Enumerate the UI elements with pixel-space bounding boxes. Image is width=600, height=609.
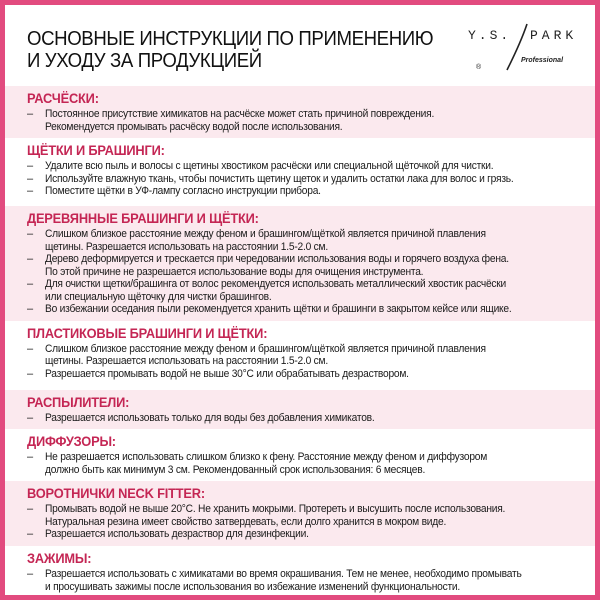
bullet-dash: – [27,278,33,290]
list-item-text: По этой причине не разрешается использование воды для очищения инструмента. [45,265,424,278]
list-item [27,228,595,253]
list-item-text: Разрешается использовать только для воды без добавления химикатов. [45,411,375,424]
bullet-dash: – [27,528,33,540]
list-item-text: Разрешается использовать с химикатами во время окрашивания. Тем не менее, необходимо промывать [45,568,522,580]
list-item [27,160,595,173]
section-title: ДЕРЕВЯННЫЕ БРАШИНГИ И ЩЁТКИ: [27,211,259,226]
list-item [27,278,595,303]
bullet-dash: – [27,451,33,463]
list-item-text: Используйте влажную ткань, чтобы почистить щетину щеток и удалить остатки лака для волос и грязь. [45,172,514,185]
title-line: И УХОДУ ЗА ПРОДУКЦИЕЙ [27,50,262,72]
list-item-text: щетины. Разрешается использовать на расстоянии 1.5-2.0 см. [45,355,328,367]
section [5,321,595,390]
list-item-text: Разрешается использовать дезраствор для дезинфекции. [45,528,309,540]
list-item [27,451,595,476]
list-item-text: Промывать водой не выше 20°С. Не хранить мокрыми. Протереть и высушить после использования. [45,503,506,515]
section-title: РАСЧЁСКИ: [27,91,99,106]
section-title: ВОРОТНИЧКИ NECK FITTER: [27,486,205,501]
logo-text: PARK [530,28,578,43]
list-item [27,173,595,186]
list-item-text: Дерево деформируется и трескается при чередовании использования воды и горячего воздуха фена. [45,253,509,265]
list-item [27,185,595,198]
section-title: ДИФФУЗОРЫ: [27,434,116,449]
list-item-text: должно быть как минимум 3 см. Рекомендованный срок использования: 6 месяцев. [45,463,426,476]
brand-logo [468,22,578,72]
list-item-text: Слишком близкое расстояние между феном и брашингом/щёткой является причиной плавления [45,228,486,240]
logo-text: Y.S. [468,28,512,43]
bullet-dash: – [27,342,33,355]
list-item [27,412,595,425]
section-title: ПЛАСТИКОВЫЕ БРАШИНГИ И ЩЁТКИ: [27,325,268,341]
list-item [27,503,595,528]
bullet-dash: – [27,228,33,240]
section-title: ЗАЖИМЫ: [27,551,92,566]
list-item [27,253,595,278]
list-item-text: Для очистки щетки/брашинга от волос рекомендуется использовать металлический хвостик расчёски [45,278,507,290]
section [5,429,595,481]
list-item-text: Удалите всю пыль и волосы с щетины хвостиком расчёски или специальной щёточкой для чистки. [45,160,494,172]
section [5,206,595,321]
list-item [27,528,595,541]
list-item-text: Рекомендуется промывать расчёску водой после использования. [45,120,343,133]
bullet-dash: – [27,568,33,580]
list-item-text: Слишком близкое расстояние между феном и брашингом/щёткой является причиной плавления [45,342,486,355]
bullet-dash: – [27,108,33,120]
bullet-dash: – [27,172,33,185]
section-title: ЩЁТКИ И БРАШИНГИ: [27,143,165,158]
title-line: ОСНОВНЫЕ ИНСТРУКЦИИ ПО ПРИМЕНЕНИЮ [27,28,434,50]
bullet-dash: – [27,411,33,424]
list-item-text: Поместите щётки в УФ-лампу согласно инструкции прибора. [45,185,321,197]
logo-slash-icon [503,22,533,72]
list-item [27,368,595,381]
bullet-dash: – [27,367,33,380]
list-item [27,343,595,368]
list-item-text: Постоянное присутствие химикатов на расчёске может стать причиной повреждения. [45,108,435,120]
list-item [27,108,595,133]
list-item-text: Натуральная резина имеет свойство затвердевать, если долго хранится в мокром виде. [45,515,447,528]
list-item-text: Не разрешается использовать слишком близко к фену. Расстояние между феном и диффузором [45,451,488,463]
list-item [27,568,595,593]
logo-subtitle: Professional [521,57,564,64]
registered-mark: ® [476,64,482,71]
bullet-dash: – [27,303,33,315]
list-item [27,303,595,316]
section [5,390,595,430]
bullet-dash: – [27,253,33,265]
section [5,86,595,138]
section [5,138,595,206]
section-title: РАСПЫЛИТЕЛИ: [27,394,130,410]
list-item-text: Во избежании оседания пыли рекомендуется хранить щётки и брашинги в закрытом кейсе или ящике. [45,303,512,315]
page-title [27,28,433,72]
list-item-text: щетины. Разрешается использовать на расстоянии 1.5-2.0 см. [45,240,328,253]
bullet-dash: – [27,160,33,172]
bullet-dash: – [27,185,33,197]
section [5,481,595,546]
list-item-text: или специальную щёточку для чистки брашингов. [45,290,272,303]
list-item-text: Разрешается промывать водой не выше 30°С или обрабатывать дезраствором. [45,367,409,380]
list-item-text: и просушивать зажимы после использования во избежание изменений функциональности. [45,580,461,593]
sections-list [5,86,595,609]
bullet-dash: – [27,503,33,515]
